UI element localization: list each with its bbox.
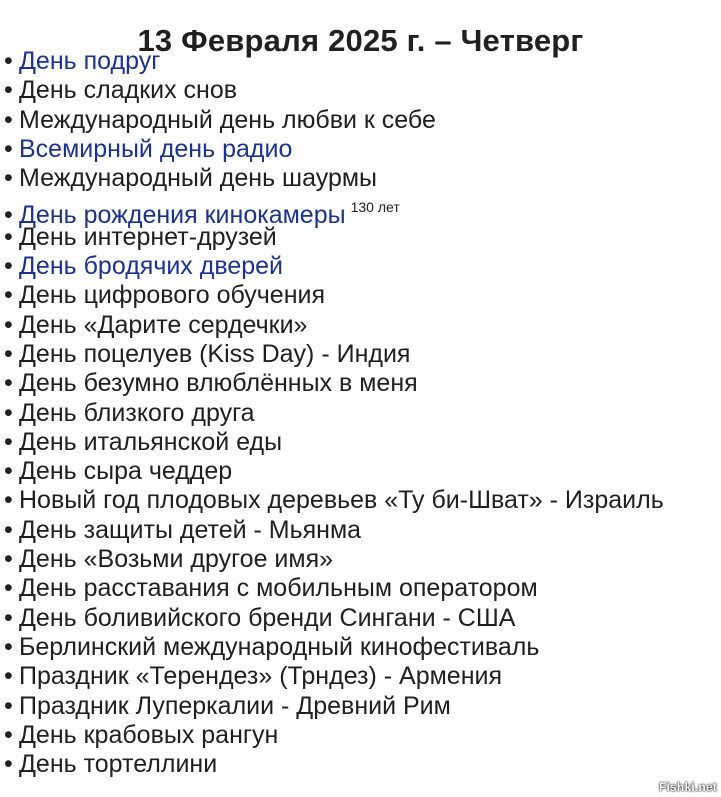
list-item — [4, 340, 664, 369]
list-item — [4, 164, 664, 193]
bullet-icon: • — [4, 574, 13, 603]
list-item — [4, 252, 664, 281]
list-item — [4, 399, 664, 428]
bullet-icon: • — [4, 76, 13, 105]
holiday-link[interactable]: День подруг — [19, 47, 161, 75]
list-item — [4, 750, 664, 779]
holiday-note: 130 лет — [350, 199, 400, 216]
bullet-icon: • — [4, 662, 13, 691]
holiday-link[interactable]: День бродячих дверей — [19, 252, 284, 281]
holiday-text: День тортеллини — [19, 750, 218, 779]
bullet-icon: • — [4, 164, 13, 193]
holiday-text: Праздник «Терендез» (Трндез) - Армения — [19, 662, 503, 691]
bullet-icon: • — [4, 603, 13, 632]
bullet-icon: • — [4, 515, 13, 544]
bullet-icon: • — [4, 486, 13, 515]
list-item — [4, 47, 664, 76]
bullet-icon: • — [4, 310, 13, 339]
holiday-text: День защиты детей - Мьянма — [19, 515, 362, 544]
watermark: Fishki.net — [658, 780, 717, 794]
list-item — [4, 428, 664, 457]
list-item — [4, 662, 664, 691]
list-item — [4, 369, 664, 398]
list-item — [4, 457, 664, 486]
bullet-icon: • — [4, 457, 13, 486]
holiday-text: День «Возьми другое имя» — [19, 545, 334, 574]
bullet-icon: • — [4, 105, 13, 134]
holiday-text: День итальянской еды — [19, 427, 283, 456]
list-item — [4, 106, 664, 135]
list-item — [4, 545, 664, 574]
bullet-icon: • — [4, 47, 13, 75]
holiday-text: День крабовых рангун — [19, 720, 279, 749]
bullet-icon: • — [4, 222, 13, 251]
holiday-text: Праздник Луперкалии - Древний Рим — [19, 691, 451, 720]
list-item — [4, 516, 664, 545]
bullet-icon: • — [4, 134, 13, 163]
holiday-link[interactable]: День рождения кинокамеры — [19, 201, 346, 230]
holiday-text: День безумно влюблённых в меня — [19, 369, 418, 398]
holiday-list — [4, 47, 664, 779]
bullet-icon: • — [4, 427, 13, 456]
bullet-icon: • — [4, 632, 13, 661]
list-item — [4, 76, 664, 105]
holiday-text: День цифрового обучения — [19, 281, 326, 310]
holiday-text: День поцелуев (Kiss Day) - Индия — [19, 339, 411, 368]
bullet-icon: • — [4, 252, 13, 281]
list-item — [4, 604, 664, 633]
bullet-icon: • — [4, 691, 13, 720]
holiday-text: День сладких снов — [19, 76, 238, 105]
list-item — [4, 281, 664, 310]
list-item — [4, 692, 664, 721]
holiday-text: День «Дарите сердечки» — [19, 310, 308, 339]
page-title: 13 Февраля 2025 г. – Четверг — [137, 22, 584, 58]
list-item — [4, 311, 664, 340]
bullet-icon: • — [4, 545, 13, 574]
list-item — [4, 486, 664, 515]
holiday-text: Международный день любви к себе — [19, 105, 436, 134]
holiday-text: Берлинский международный кинофестиваль — [19, 632, 540, 661]
holiday-text: День сыра чеддер — [19, 457, 233, 486]
bullet-icon: • — [4, 281, 13, 310]
bullet-icon: • — [4, 339, 13, 368]
holiday-text: День близкого друга — [19, 398, 255, 427]
holiday-text: День боливийского бренди Сингани - США — [19, 603, 516, 632]
holiday-text: Новый год плодовых деревьев «Ту би-Шват» - Израиль — [19, 486, 664, 515]
list-item — [4, 193, 664, 230]
holiday-link[interactable]: Всемирный день радио — [19, 134, 293, 163]
holiday-text: Международный день шаурмы — [19, 164, 378, 193]
list-item — [4, 633, 664, 662]
holiday-text: День расставания с мобильным оператором — [19, 574, 538, 603]
list-item — [4, 721, 664, 750]
holiday-text: День интернет-друзей — [19, 222, 277, 251]
bullet-icon: • — [4, 720, 13, 749]
list-item — [4, 135, 664, 164]
bullet-icon: • — [4, 398, 13, 427]
bullet-icon: • — [4, 201, 13, 230]
bullet-icon: • — [4, 369, 13, 398]
bullet-icon: • — [4, 750, 13, 779]
list-item — [4, 574, 664, 603]
